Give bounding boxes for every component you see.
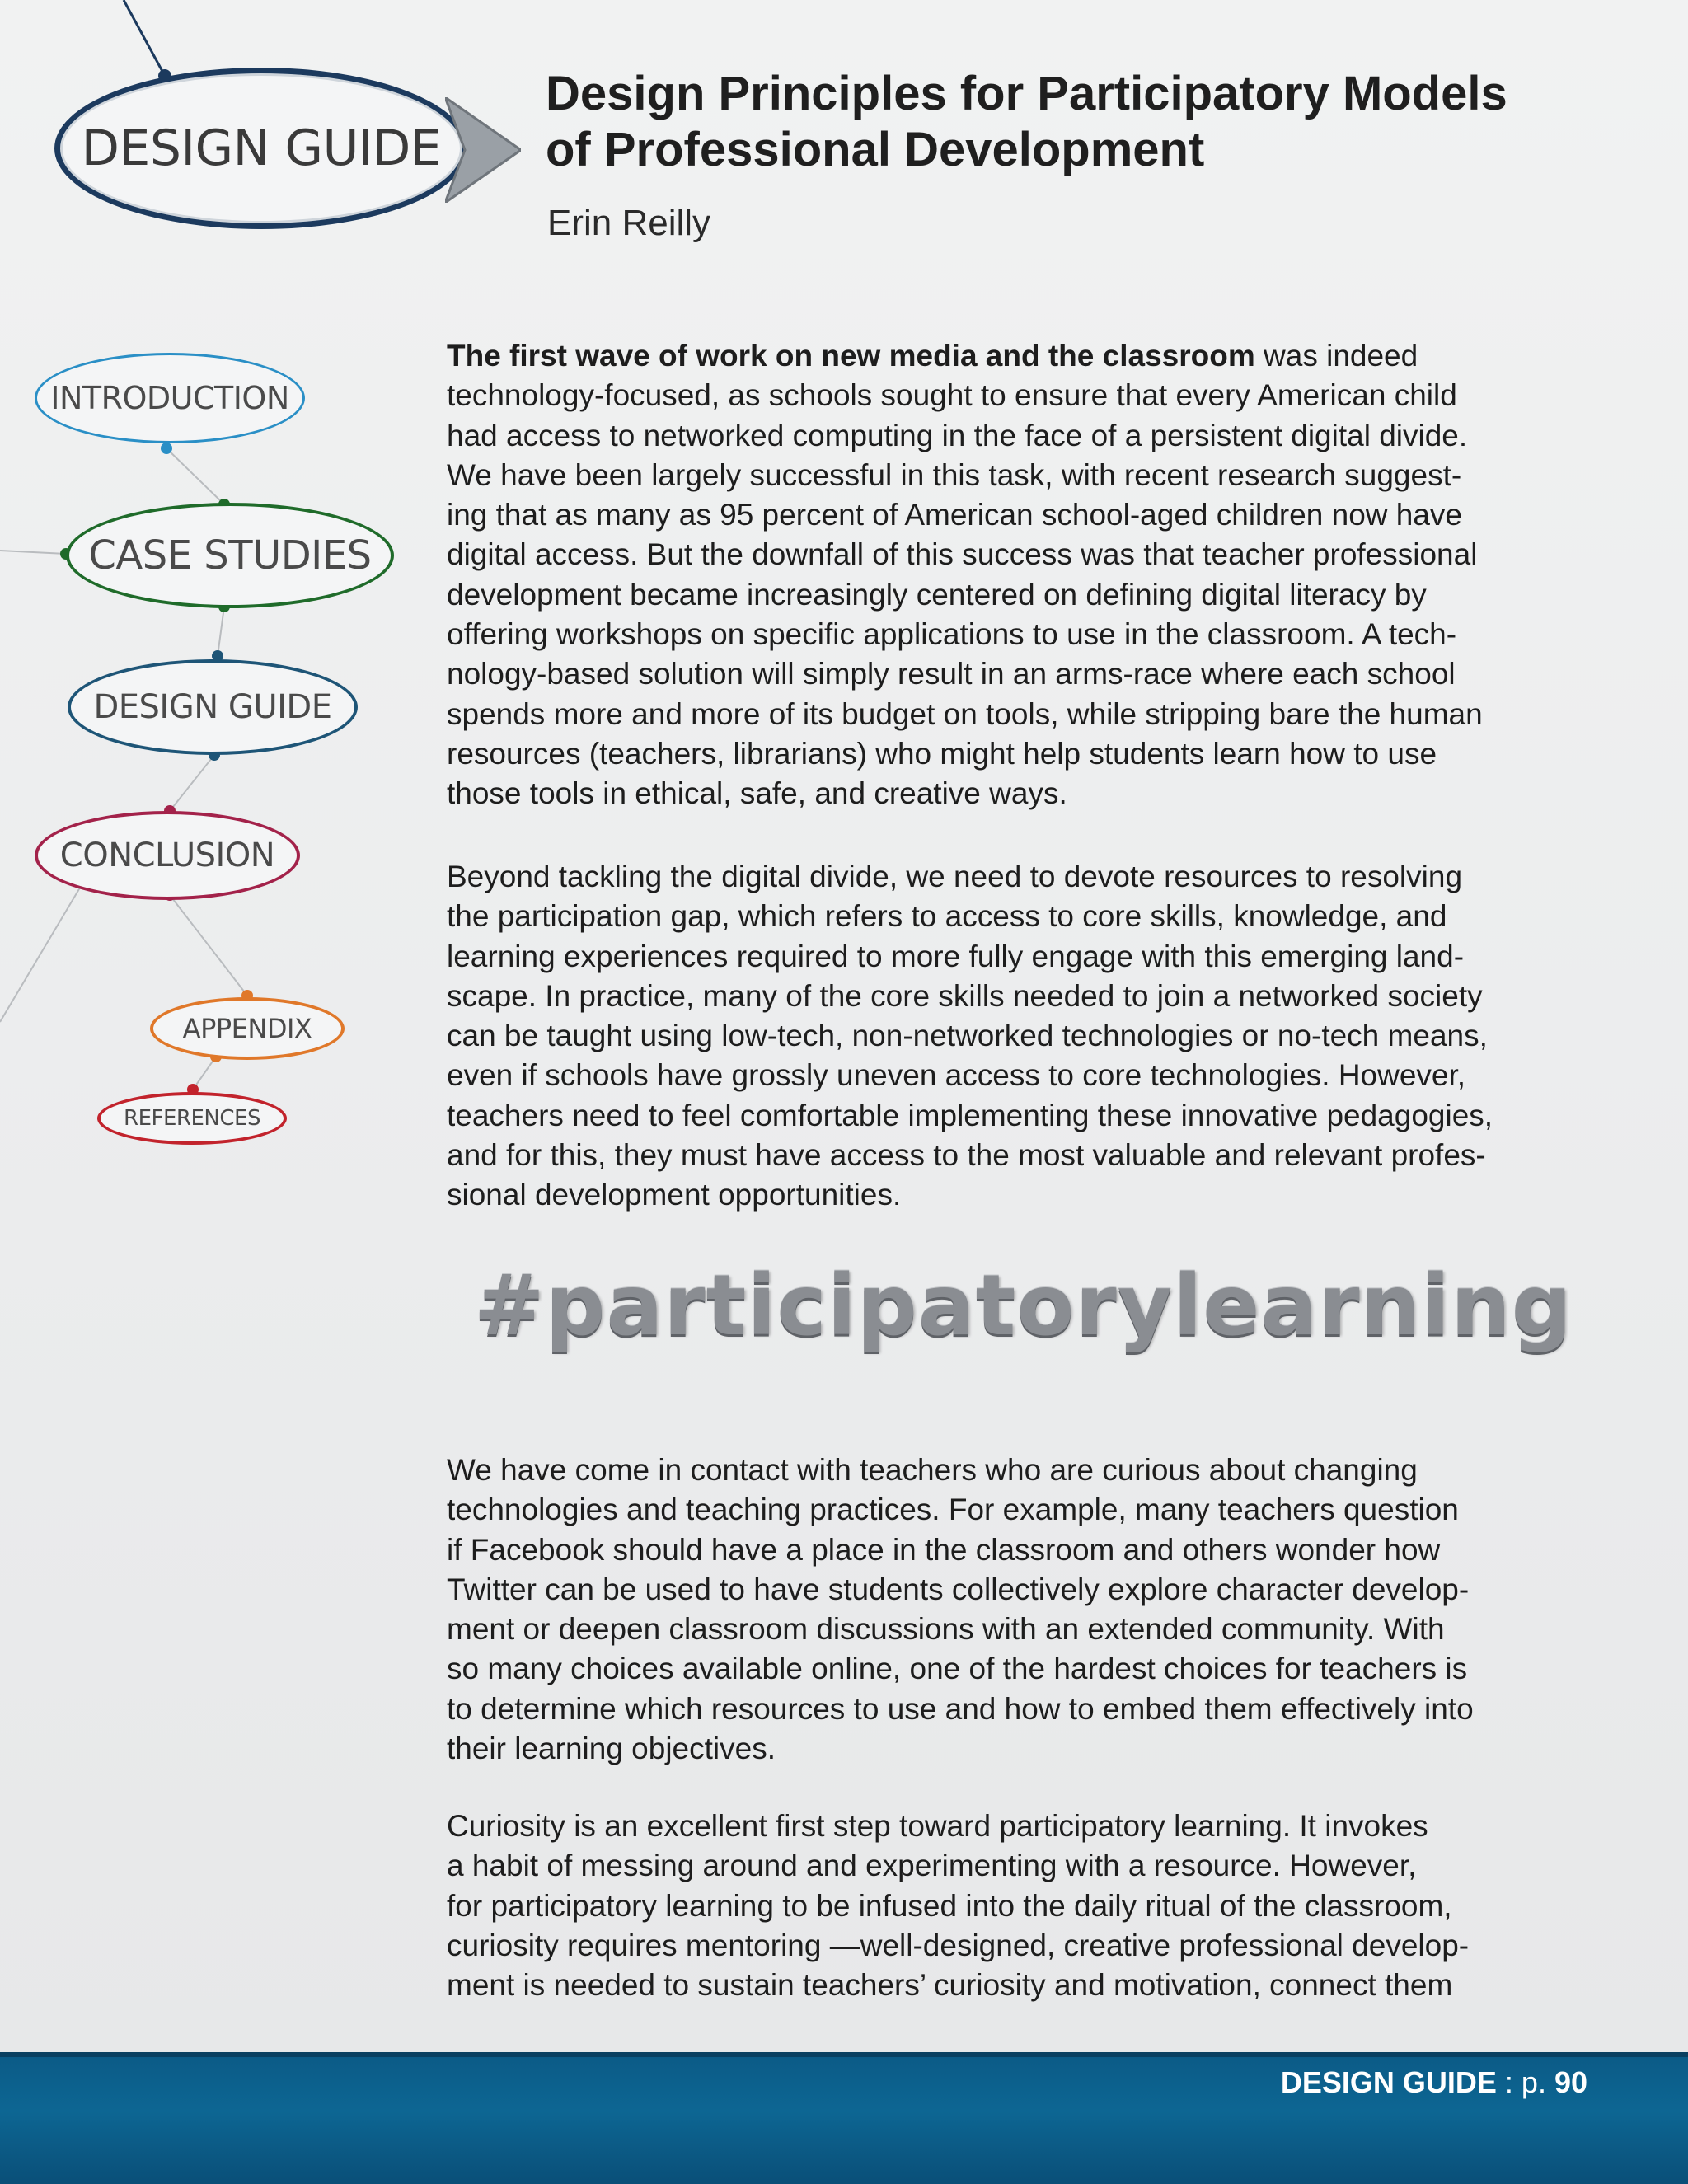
paragraph-line: and for this, they must have access to the most valuable and relevant profes- [447,1138,1486,1173]
nav-introduction[interactable]: INTRODUCTION [35,353,305,443]
nav-references[interactable]: REFERENCES [97,1092,287,1145]
author-name: Erin Reilly [547,203,711,243]
paragraph-line: technology-focused, as schools sought to ensure that every American child [447,378,1457,413]
paragraph-line: digital access. But the downfall of this success was that teacher professional [447,537,1478,572]
nav-design-guide[interactable]: DESIGN GUIDE [68,659,358,755]
nav-appendix[interactable]: APPENDIX [150,997,345,1060]
paragraph-line: their learning objectives. [447,1732,776,1766]
page-number: 90 [1554,2065,1587,2099]
paragraph-line: had access to networked computing in the face of a persistent digital divide. [447,418,1468,452]
paragraph-line: We have come in contact with teachers who are curious about changing [447,1453,1418,1487]
paragraph-line: Curiosity is an excellent first step toward participatory learning. It invokes [447,1809,1428,1843]
lead-in-text: The first wave of work on new media and the classroom [447,339,1255,373]
body-paragraph [447,336,1601,814]
body-paragraph [447,1807,1601,2005]
paragraph-line: so many choices available online, one of the hardest choices for teachers is [447,1652,1468,1686]
paragraph-line: ing that as many as 95 percent of American school-aged children now have [447,498,1463,532]
hashtag-heading: #participatorylearning [474,1257,1573,1355]
paragraph-line: Beyond tackling the digital divide, we need to devote resources to resolving [447,860,1463,893]
paragraph-line: nology-based solution will simply result in an arms-race where each school [447,657,1456,691]
body-paragraph [447,857,1601,1216]
paragraph-line: scape. In practice, many of the core skills needed to join a networked society [447,978,1483,1013]
title-line: of Professional Development [546,123,1205,176]
paragraph-line: spends more and more of its budget on tools, while stripping bare the human [447,696,1483,731]
paragraph-line: We have been largely successful in this task, with recent research suggest- [447,457,1462,492]
paragraph-line: learning experiences required to more fully engage with this emerging land- [447,939,1465,973]
paragraph-line: technologies and teaching practices. For example, many teachers question [447,1493,1459,1527]
paragraph-line: to determine which resources to use and how to embed them effectively into [447,1691,1474,1726]
paragraph-line: those tools in ethical, safe, and creative ways. [447,776,1067,811]
paragraph-line: for participatory learning to be infused into the daily ritual of the classroom, [447,1888,1452,1923]
title-line: Design Principles for Participatory Models [546,67,1507,120]
paragraph-line: if Facebook should have a place in the classroom and others wonder how [447,1532,1441,1567]
paragraph-line: Twitter can be used to have students collectively explore character develop- [447,1572,1470,1606]
paragraph-line: ment or deepen classroom discussions with an extended community. With [447,1612,1445,1647]
paragraph-line: The first wave of work on new media and the classroom was indeed [447,339,1418,373]
page-title [546,66,1617,178]
body-paragraph [447,1451,1601,1769]
paragraph-line: curiosity requires mentoring —well-designed, creative professional develop- [447,1928,1470,1962]
paragraph-line: the participation gap, which refers to access to core skills, knowledge, and [447,899,1447,934]
nav-case-studies[interactable]: CASE STUDIES [66,503,394,608]
paragraph-line: teachers need to feel comfortable implementing these innovative pedagogies, [447,1098,1493,1132]
page-footer-label [1281,2065,1587,2100]
paragraph-line: sional development opportunities. [447,1178,902,1212]
design-guide-badge: DESIGN GUIDE [54,68,468,229]
paragraph-line: development became increasingly centered on defining digital literacy by [447,577,1427,612]
paragraph-line: resources (teachers, librarians) who might help students learn how to use [447,736,1437,771]
paragraph-line: ment is needed to sustain teachers’ curiosity and motivation, connect them [447,1968,1453,2003]
paragraph-line: a habit of messing around and experimenting with a resource. However, [447,1849,1417,1883]
chevron-right-icon [445,97,521,203]
nav-conclusion[interactable]: CONCLUSION [35,811,300,900]
paragraph-line: offering workshops on specific applications to use in the classroom. A tech- [447,617,1457,652]
paragraph-line: can be taught using low-tech, non-networked technologies or no-tech means, [447,1019,1488,1053]
footer-section: DESIGN GUIDE [1280,2065,1497,2099]
paragraph-line: even if schools have grossly uneven access to core technologies. However, [447,1058,1466,1093]
footer-separator: : p. [1496,2065,1554,2099]
